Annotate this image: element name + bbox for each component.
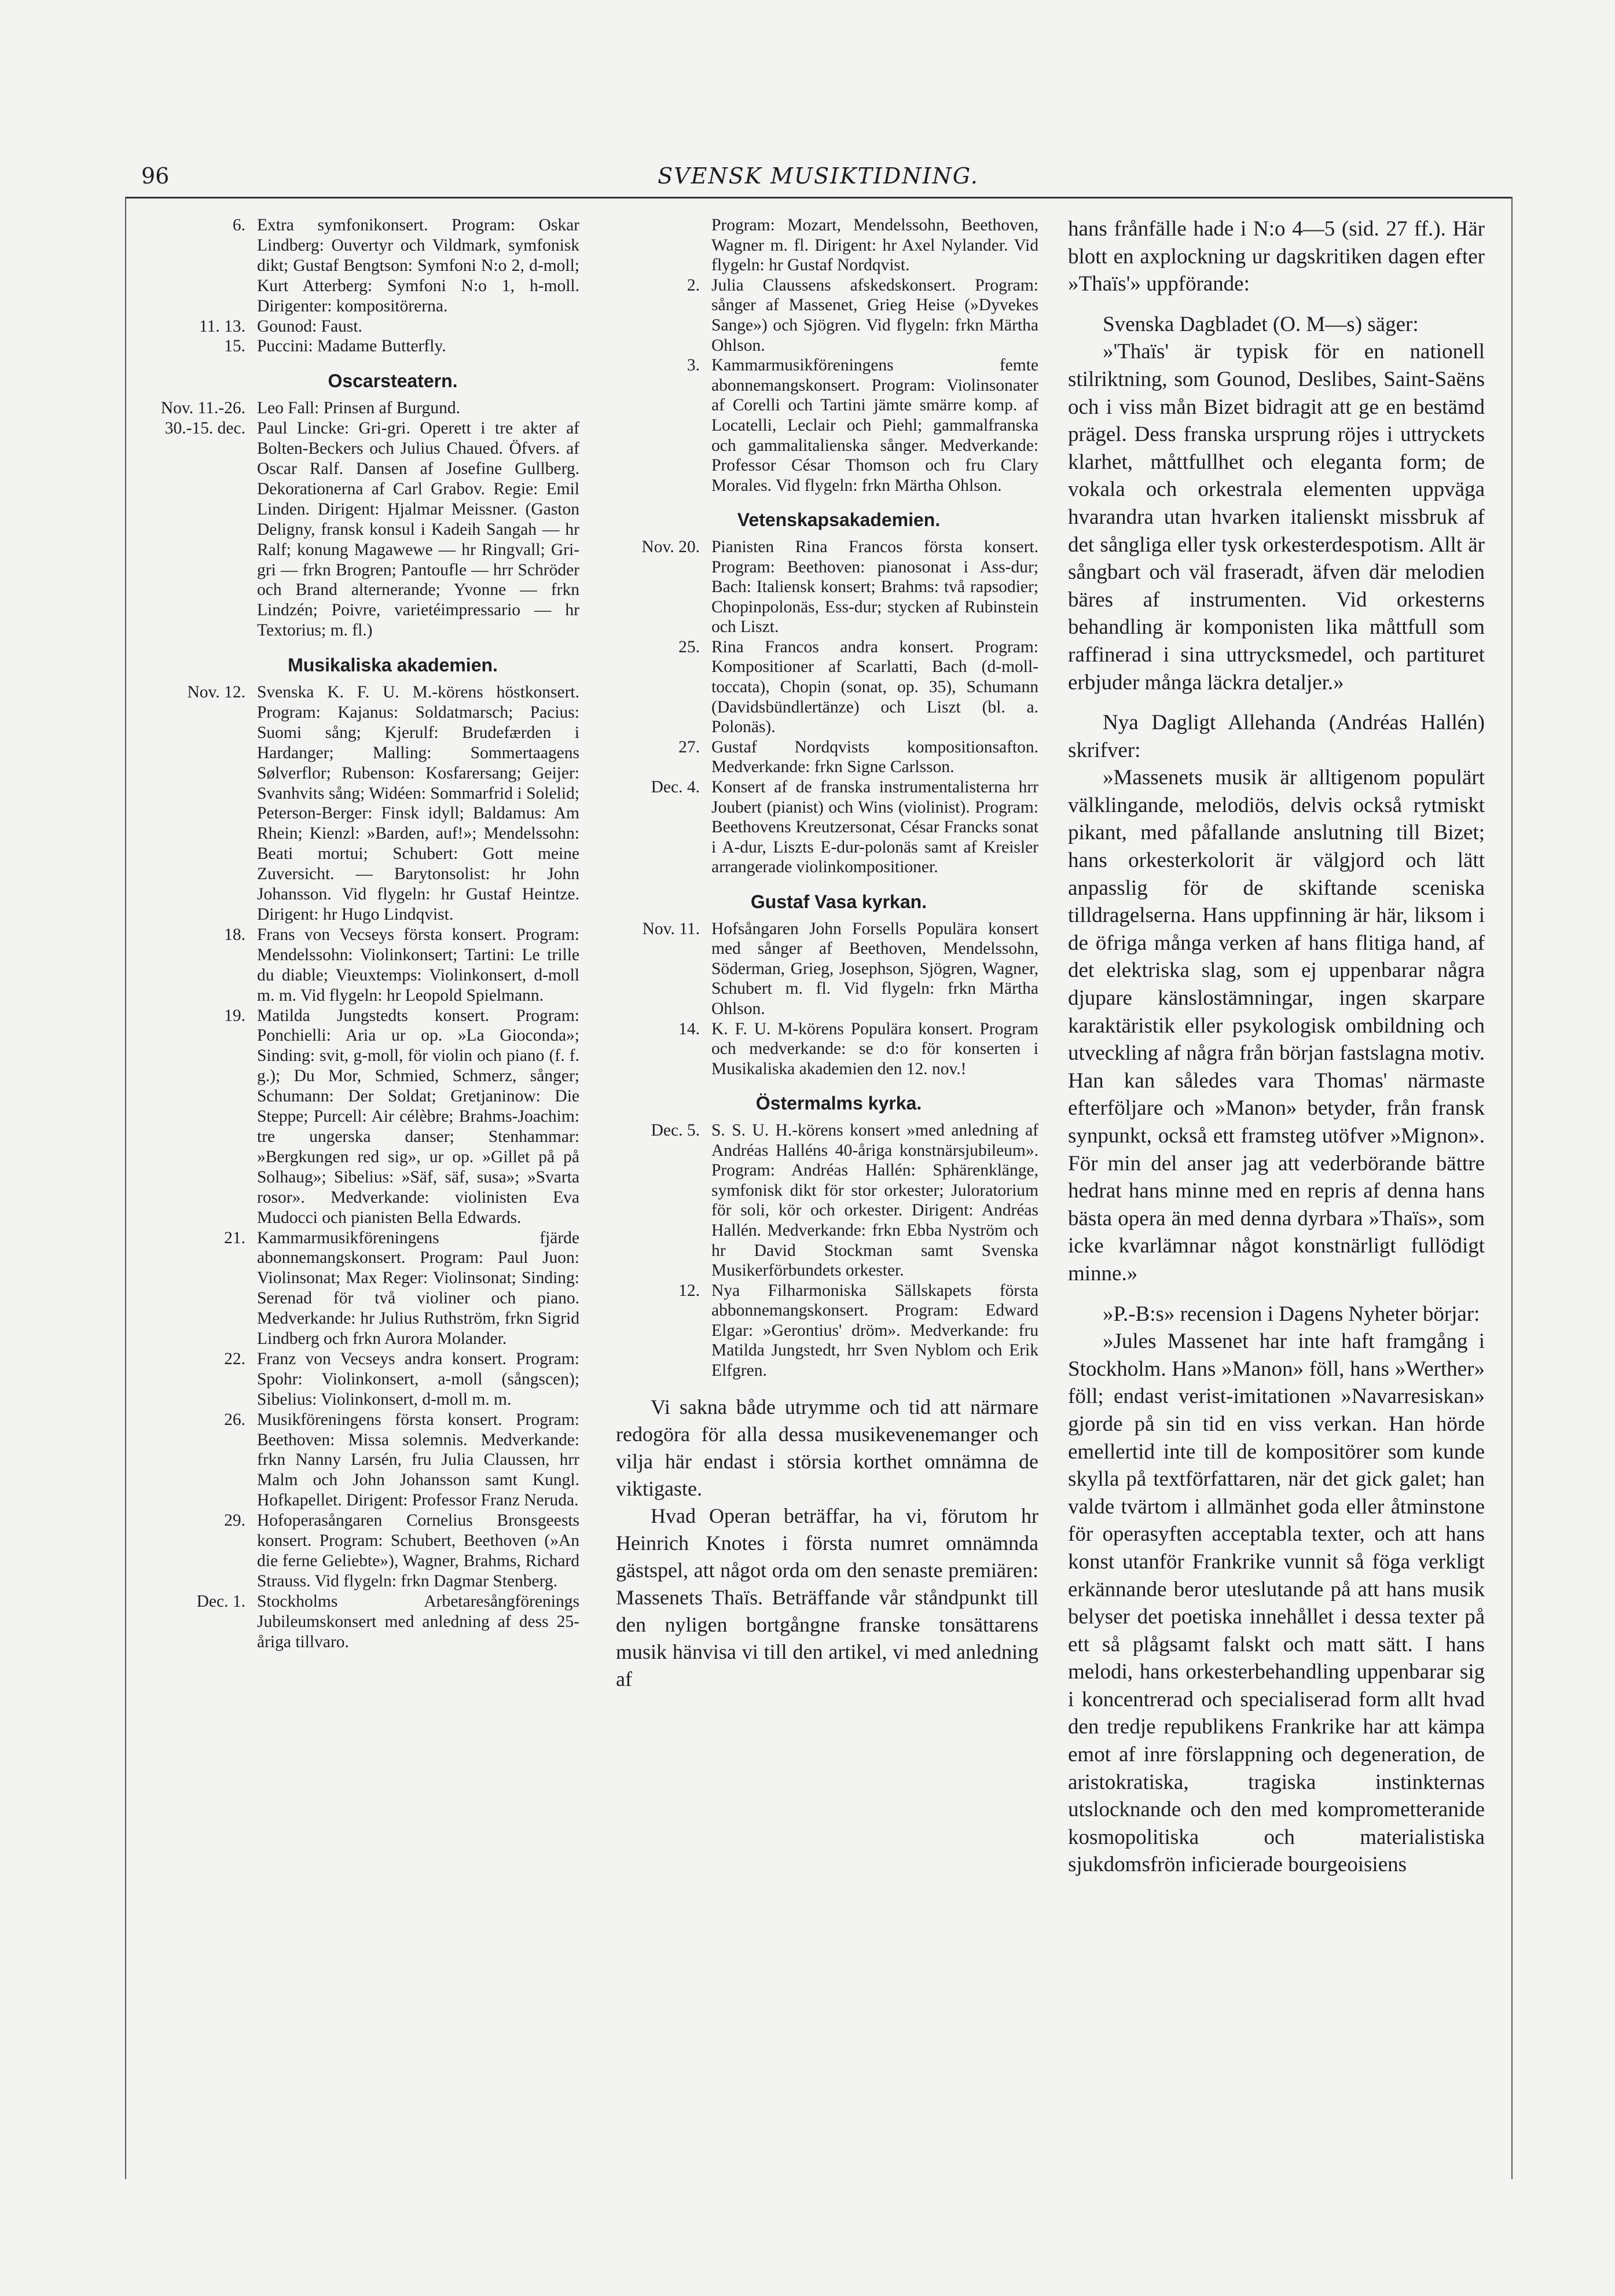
entry-date: 15. (224, 337, 245, 356)
section-heading-ostermalms-kyrka: Östermalms kyrka. (755, 1093, 922, 1114)
entry-text: Puccini: Madame Butterfly. (257, 337, 446, 356)
entry-text: Extra symfonikonsert. Program: Oskar Lindberg: Ouvertyr och Vildmark, symfonisk dikt; Gustaf Bengtson: Symfoni N:o 2, d-moll; Kurt Atterberg: Symfoni N:o 1, h-moll. Dirigenter: kompositörerna. (257, 216, 579, 315)
listing-entry (154, 215, 579, 317)
listing-entry (616, 777, 1038, 877)
page-number: 96 (141, 163, 170, 189)
entry-date: 29. (224, 1511, 245, 1530)
entry-text: Pianisten Rina Francos första konsert. Program: Beethoven: pianosonat i Ass-dur; Bach: Italiensk konsert; Brahms: två rapsodier; Chopinpolonäs, Ess-dur; stycken af Rubinstein och Liszt. (711, 537, 1038, 637)
column-1 (154, 215, 579, 1652)
header-rule (125, 197, 1511, 199)
body-paragraph: hans frånfälle hade i N:o 4—5 (sid. 27 ff.). Här blott en axplockning ur dagskritiken dagen efter »Thaïs'» uppförande: (1068, 217, 1485, 296)
listing-entry (154, 1511, 579, 1592)
listing-entry (616, 215, 1038, 275)
entry-date: 25. (678, 637, 700, 656)
listing-entry (154, 398, 579, 418)
entry-text: Leo Fall: Prinsen af Burgund. (257, 399, 460, 418)
entry-date: 26. (224, 1410, 245, 1429)
right-frame-rule (1511, 197, 1513, 2179)
quotation: »'Thaïs' är typisk för en nationell stilriktning, som Gounod, Deslibes, Saint-Saëns och i viss mån Bizet bidragit att ge en bestämd prägel. Dess franska ursprung röjes i uttryckets klarhet, måttfullhet och eleganta form; de vokala och orkestrala elementen uppväga hvarandra utan hvarken italienskt missbruk af det sångliga eller tysk orkesterdespotism. Allt är sångbart och väl fraseradt, äfven där melodien bäres af instrumenten. Vid orkesterns behandling är komponisten lika måttfull som raffinerad i sina uttrycksmedel, och partituret erbjuder många läckra detaljer.» (1068, 340, 1485, 695)
listing-entry (616, 1281, 1038, 1381)
listing-entry (616, 637, 1038, 737)
entry-date: 14. (678, 1019, 700, 1038)
entry-date: 6. (232, 216, 245, 234)
entry-date: 11. 13. (199, 317, 245, 336)
listing-entry (154, 1592, 579, 1652)
entry-date: Nov. 12. (187, 683, 245, 702)
entry-text: S. S. U. H.-körens konsert »med anledning af Andréas Halléns 40-åriga konstnärsjubileum». Program: Andréas Hallén: Sphärenklänge, symfonisk dikt för stor orkester; Juloratorium för soli, kör och orkester. Dirigent: Andréas Hallén. Medverkande: frkn Ebba Nyström och hr David Stockman samt Svenska Musikerförbundets orkester. (711, 1121, 1038, 1280)
entry-date: Nov. 20. (641, 537, 700, 556)
listing-entry (154, 1228, 579, 1349)
listing-entry (616, 355, 1038, 495)
listing-entry (154, 1349, 579, 1410)
entry-text: Kammarmusikföreningens fjärde abonnemangskonsert. Program: Paul Juon: Violinsonat; Max Reger: Violinsonat; Sinding: Serenad för två violiner och piano. Medverkande: hr Julius Ruthström, frkn Sigrid Lindberg och frkn Aurora Molander. (257, 1228, 579, 1349)
entry-text: Hofoperasångaren Cornelius Bronsgeests konsert. Program: Schubert, Beethoven (»An die ferne Geliebte»), Wagner, Brahms, Richard Strauss. Vid flygeln: frkn Dagmar Stenberg. (257, 1511, 579, 1590)
entry-date: 3. (687, 356, 700, 375)
entry-date: Nov. 11. (642, 919, 700, 938)
listing-entry (616, 1121, 1038, 1281)
body-paragraph: Svenska Dagbladet (O. M—s) säger: (1103, 312, 1419, 336)
journal-title: SVENSK MUSIKTIDNING. (658, 163, 979, 189)
entry-text: Matilda Jungstedts konsert. Program: Ponchielli: Aria ur op. »La Gioconda»; Sinding: svit, g-moll, för violin och piano (f. f. g.); Du Mor, Schmied, Schmerz, sånger; Schumann: Der Soldat; Gretjaninow: Die Steppe; Purcell: Air célèbre; Brahms-Joachim: tre ungerska danser; Stenhammar: »Bergkungen red sig», ur op. »Gillet på på Solhaug»; Sibelius: »Säf, säf, susa»; »Svarta rosor». Medverkande: violinisten Eva Mudocci och pianisten Bella Edwards. (257, 1006, 579, 1227)
listing-entry (154, 1410, 579, 1511)
listing-entry (154, 682, 579, 925)
entry-date: 22. (224, 1349, 245, 1368)
listing-entry (616, 737, 1038, 777)
entry-date: 2. (687, 275, 700, 295)
entry-date: Dec. 1. (196, 1592, 245, 1611)
entry-text: Hofsångaren John Forsells Populära konsert med sånger af Beethoven, Mendelssohn, Söderman, Grieg, Josephson, Sjögren, Wagner, Schubert m. fl. Vid flygeln: frkn Märtha Ohlson. (711, 919, 1038, 1018)
running-header (125, 157, 1511, 192)
column-3 (1068, 215, 1485, 1879)
body-paragraph: Hvad Operan beträffar, ha vi, förutom hr Heinrich Knotes i första numret omnämnda gästspel, att något orda om den senaste premiären: Massenets Thaïs. Beträffande vår ståndpunkt till den nyligen bortgångne franske tonsättarens musik hänvisa vi till den artikel, vi med anledning af (616, 1504, 1038, 1691)
body-paragraph: »P.-B:s» recension i Dagens Nyheter börjar: (1103, 1302, 1480, 1326)
entry-text: Franz von Vecseys andra konsert. Program: Spohr: Violinkonsert, a-moll (sångscen); Sibelius: Violinkonsert, d-moll m. m. (257, 1349, 579, 1409)
listing-entry (616, 1019, 1038, 1079)
entry-text: Konsert af de franska instrumentalisterna hrr Joubert (pianist) och Wins (violinist). Program: Beethovens Kreutzersonat, César Francks sonat i A-dur, Liszts E-dur-polonäs samt af Kreisler arrangerade violinkompositioner. (711, 778, 1038, 877)
listing-entry (154, 317, 579, 337)
entry-text: Nya Filharmoniska Sällskapets första abbonnemangskonsert. Program: Edward Elgar: »Gerontius' dröm». Medverkande: fru Matilda Jungstedt, hrr Sven Nyblom och Erik Elfgren. (711, 1281, 1038, 1380)
entry-text: Musikföreningens första konsert. Program: Beethoven: Missa solemnis. Medverkande: frkn Nanny Larsén, fru Julia Claussen, hrr Malm och John Johansson samt Kungl. Hofkapellet. Dirigent: Professor Franz Neruda. (257, 1410, 579, 1510)
entry-date: Nov. 11.-26. (160, 399, 245, 418)
listing-entry (616, 275, 1038, 355)
column-2 (616, 215, 1038, 1693)
section-heading-vetenskapsakademien: Vetenskapsakademien. (737, 509, 941, 531)
entry-text: Gounod: Faust. (257, 317, 362, 336)
entry-text: Svenska K. F. U. M.-körens höstkonsert. Program: Kajanus: Soldatmarsch; Pacius: Suomi sång; Kjerulf: Brudefærden i Hardanger; Malling: Sommertaagens Sølverflor; Rubenson: Kosfarersang; Geijer: Svanhvits sång; Widéen: Sommarfrid i Solelid; Peterson-Berger: Finsk idyll; Baldamus: Am Rhein; Kienzl: »Barden, auf!»; Mendelssohn: Beati mortui; Schubert: Gott meine Zuversicht. — Barytonsolist: hr John Johansson. Vid flygeln: hr Gustaf Heintze. Dirigent: hr Hugo Lindqvist. (257, 683, 579, 924)
entry-text: Frans von Vecseys första konsert. Program: Mendelssohn: Violinkonsert; Tartini: Le trille du diable; Vieuxtemps: Violinkonsert, d-moll m. m. Vid flygeln: hr Leopold Spielmann. (257, 925, 579, 1005)
quotation: »Jules Massenet har inte haft framgång i Stockholm. Hans »Manon» föll, hans »Werther» föll; endast verist-imitationen »Navarresiskan» gjorde på sin tid en viss verkan. Han hörde emellertid inte till de kompositörer som kunde skylla på textförfattaren, när det gick galet; han valde tvärtom i allmänhet goda eller åtminstone för operasyften acceptabla texter, och att hans konst utanför Frankrike vunnit så föga verkligt erkännande beror uteslutande på att hans musik belyser det poetiska innehållet i dessa texter på ett så plågsamt falskt och matt sätt. I hans melodi, hans orkesterbehandling uppenbarar sig i koncentrerad och specialiserad form allt hvad den tredje republikens Frankrike har att kämpa emot af inre förslappning och degeneration, de aristokratiska, tragiska instinkternas utslocknande och den med komprometteranide kosmopolitiska och materialistiska sjukdomsfrön inficierade bourgeoisiens (1068, 1329, 1485, 1877)
entry-text: Gustaf Nordqvists kompositionsafton. Medverkande: frkn Signe Carlsson. (711, 737, 1038, 777)
spacer (616, 1381, 1038, 1394)
listing-entry (154, 925, 579, 1006)
section-heading-gustaf-vasa-kyrkan: Gustaf Vasa kyrkan. (750, 891, 927, 912)
entry-text: Program: Mozart, Mendelssohn, Beethoven, Wagner m. fl. Dirigent: hr Axel Nylander. Vid flygeln: hr Gustaf Nordqvist. (711, 216, 1038, 275)
entry-text: Rina Francos andra konsert. Program: Kompositioner af Scarlatti, Bach (d-moll-toccata), Chopin (sonat, op. 35), Schumann (Davidsbündlertänze) och Liszt (bl. a. Polonäs). (711, 637, 1038, 737)
listing-entry (616, 919, 1038, 1019)
body-paragraph: Nya Dagligt Allehanda (Andréas Hallén) skrifver: (1068, 711, 1485, 762)
quotation: »Massenets musik är alltigenom populärt välklingande, melodiös, delvis också rytmiskt pikant, med påfallande anslutning till Bizet; hans orkesterkolorit är välgjord och lätt anpasslig för de skiftande sceniska tilldragelserna. Hans uppfinning är här, liksom i de öfriga många verken af hans flitiga hand, af det elektriska slag, som ej uppenbarar några djupare känslostämningar, ingen skarpare karaktäristik eller psykologisk ombildning och utveckling af några från början fastslagna motiv. Han kan således vara Thomas' närmaste efterföljare och »Manon» betyder, från fransk synpunkt, också ett framsteg utöfver »Mignon». För min del anser jag att vederbörande bättre hedrat hans minne med en repris af denna hans bästa opera än med denna dyrbara »Thaïs», som icke kvarlämnar något konstnärligt fullödigt minne.» (1068, 766, 1485, 1285)
spacer (1068, 1288, 1485, 1301)
listing-entry (154, 336, 579, 357)
entry-text: Kammarmusikföreningens femte abonnemangskonsert. Program: Violinsonater af Corelli och Tartini jämte smärre komp. af Locatelli, Leclair och Piehl; gammalfranska och gammalitalienska sånger. Medverkande: Professor César Thomson och fru Clary Morales. Vid flygeln: frkn Märtha Ohlson. (711, 356, 1038, 495)
entry-date: 27. (678, 737, 700, 756)
spacer (1068, 298, 1485, 311)
entry-text: Paul Lincke: Gri-gri. Operett i tre akter af Bolten-Beckers och Julius Chaued. Öfvers. af Oscar Ralf. Dansen af Josefine Gullberg. Dekorationerna af Carl Grabov. Regie: Emil Linden. Dirigent: Hjalmar Meissner. (Gaston Deligny, fransk konsul i Kadeih Sangah — hr Ralf; konung Magawewe — hr Ringvall; Gri-gri — frkn Brogren; Pantoufle — hrr Schröder och Brand alternerande; Yvonne — frkn Lindzén; Poivre, varietéimpressario — hr Textorius; m. fl.) (257, 419, 579, 640)
entry-date: 18. (224, 925, 245, 944)
section-heading-oscarsteatern: Oscarsteatern. (328, 370, 458, 392)
entry-text: Stockholms Arbetaresångförenings Jubileumskonsert med anledning af dess 25-åriga tillvaro. (257, 1592, 579, 1651)
entry-date: 19. (224, 1006, 245, 1025)
col1-entries-top (154, 215, 579, 357)
entry-date: 30.-15. dec. (164, 419, 245, 438)
listing-entry (154, 418, 579, 641)
entry-date: 12. (678, 1281, 700, 1300)
section-heading-musikaliska-akademien: Musikaliska akademien. (288, 655, 498, 676)
listing-entry (616, 537, 1038, 637)
entry-date: Dec. 5. (651, 1121, 700, 1140)
entry-text: Julia Claussens afskedskonsert. Program: sånger af Massenet, Grieg Heise (»Dyvekes Sange») och Sjögren. Vid flygeln: frkn Märtha Ohlson. (711, 275, 1038, 355)
entry-date: Dec. 4. (651, 778, 700, 797)
spacer (1068, 696, 1485, 709)
entry-date: 21. (224, 1228, 245, 1247)
entry-text: K. F. U. M-körens Populära konsert. Program och medverkande: se d:o för konserten i Musikaliska akademien den 12. nov.! (711, 1019, 1038, 1078)
left-frame-rule (125, 197, 126, 2179)
body-paragraph: Vi sakna både utrymme och tid att närmare redogöra för alla dessa musikevenemanger och vilja här endast i störsia korthet omnämna de viktigaste. (616, 1395, 1038, 1500)
listing-entry (154, 1006, 579, 1228)
